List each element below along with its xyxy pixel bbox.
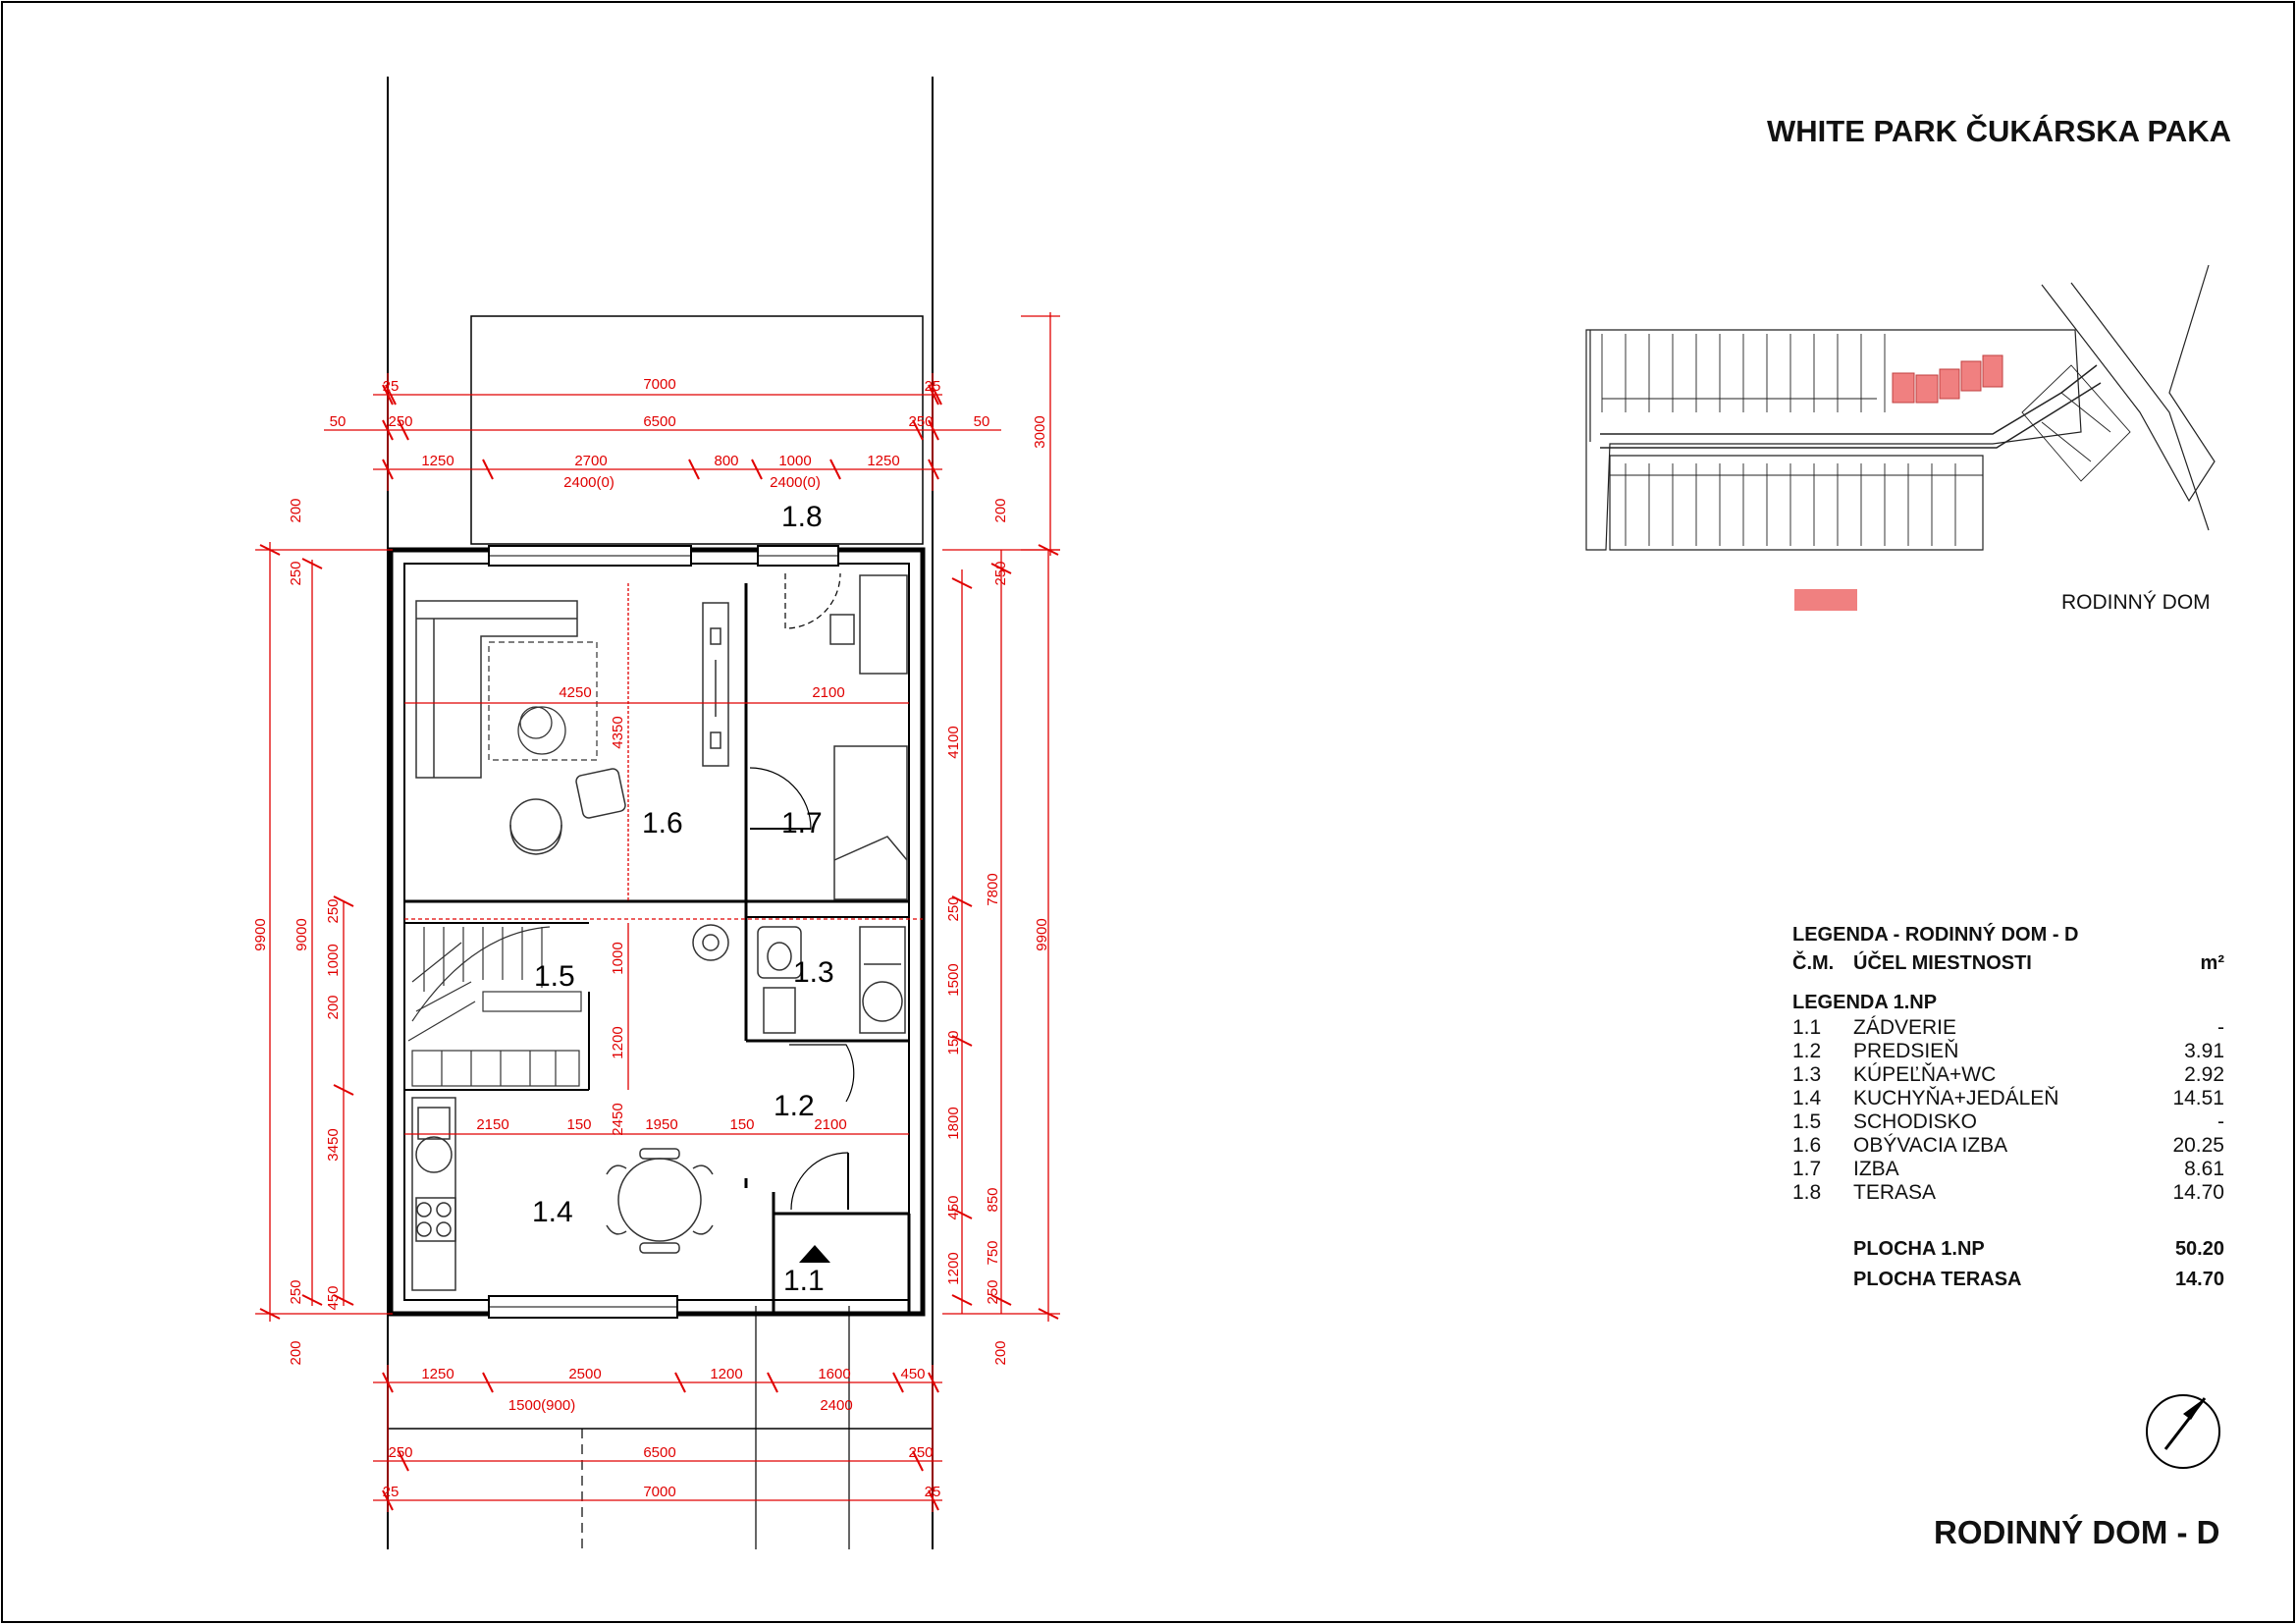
dim-left-200-mid: 200 (325, 995, 342, 1020)
dim-left-200-bot: 200 (288, 1340, 304, 1366)
room-label-1.4: 1.4 (532, 1196, 573, 1228)
dim-bot-7000: 7000 (643, 1484, 676, 1500)
room-label-1.7: 1.7 (781, 807, 823, 839)
site-highlight-houses (1893, 355, 2002, 403)
legend-total-terrace (1792, 1265, 2224, 1295)
site-plan (1586, 265, 2215, 550)
dim-top-1250-right: 1250 (867, 453, 900, 469)
dim-top-2700: 2700 (574, 453, 608, 469)
site-legend-swatch (1794, 589, 1857, 611)
legend-cell-area: 2.92 (2184, 1063, 2224, 1086)
site-legend-label: RODINNÝ DOM (2061, 591, 2211, 614)
dim-top-inner: 6500 (643, 413, 676, 430)
dim-right-4100: 4100 (945, 726, 962, 759)
dim-right-850: 850 (985, 1187, 1001, 1213)
dim-left-200-top: 200 (288, 498, 304, 523)
legend-row (1792, 1040, 2224, 1063)
dim-left-250-bot: 250 (288, 1279, 304, 1305)
rug (489, 642, 597, 760)
dim-top-25-left: 25 (382, 378, 400, 395)
dim-in-150-b: 150 (729, 1116, 755, 1133)
dim-left-9900: 9900 (252, 918, 269, 951)
dim-in-2150: 2150 (476, 1116, 509, 1133)
dim-bot-250-left: 250 (388, 1444, 413, 1461)
legend-row (1792, 1016, 2224, 1040)
dim-right-250-bot: 250 (985, 1279, 1001, 1305)
legend-cell-name: OBÝVACIA IZBA (1853, 1134, 2008, 1157)
dim-in-4250: 4250 (559, 684, 592, 701)
dim-top-25-right: 25 (924, 378, 941, 395)
staircase (408, 927, 581, 1086)
dim-bot-25-right: 25 (924, 1484, 941, 1500)
door-vestibule (791, 1153, 848, 1210)
dim-top-250-left: 250 (388, 413, 413, 430)
site-road-1 (1600, 365, 2097, 434)
dim-top-1000: 1000 (778, 453, 812, 469)
exterior-wall (391, 550, 923, 1314)
legend-cell-area: - (2217, 1016, 2224, 1039)
dim-in-1000: 1000 (610, 942, 626, 975)
site-road-east-2 (2071, 283, 2209, 530)
dim-bot-6500: 6500 (643, 1444, 676, 1461)
legend-row (1792, 1181, 2224, 1205)
dim-in-2450: 2450 (610, 1103, 626, 1136)
legend-row (1792, 1158, 2224, 1181)
sheet-border (2, 2, 2294, 1622)
dim-bot-250-right: 250 (908, 1444, 934, 1461)
dim-in-4350: 4350 (610, 716, 626, 749)
dim-right-3000: 3000 (1032, 415, 1048, 449)
legend-cell-no: 1.6 (1792, 1134, 1822, 1157)
coffee-table (518, 707, 565, 754)
dim-bot-1500-900: 1500(900) (507, 1397, 576, 1414)
legend-cell-name: KÚPEĽŇA+WC (1853, 1063, 1997, 1086)
flue (693, 925, 728, 960)
entry-arrow-icon (799, 1245, 830, 1263)
dim-left-9000: 9000 (294, 918, 310, 951)
legend-cell-no: 1.2 (1792, 1040, 1822, 1062)
armchair-2 (510, 799, 561, 854)
dim-left-250-mid: 250 (325, 898, 342, 924)
dining-table (607, 1149, 713, 1253)
legend-row (1792, 1134, 2224, 1158)
dim-right-450: 450 (945, 1195, 962, 1220)
legend-cell-name: TERASA (1853, 1181, 1937, 1204)
project-title: WHITE PARK ČUKÁRSKA PAKA (1767, 114, 2232, 148)
dimension-lines (255, 312, 1060, 1512)
dim-bot-1200: 1200 (710, 1366, 743, 1382)
legend-total-terrace-label: PLOCHA TERASA (1853, 1269, 2022, 1290)
legend-title: LEGENDA - RODINNÝ DOM - D (1792, 924, 2079, 946)
room-label-1.1: 1.1 (783, 1265, 825, 1297)
room-label-1.6: 1.6 (642, 807, 683, 839)
dim-bot-2500: 2500 (568, 1366, 602, 1382)
dim-top-50-right: 50 (973, 413, 990, 430)
dim-window-2400-a: 2400(0) (563, 474, 614, 491)
legend-cell-area: 14.51 (2172, 1087, 2224, 1110)
room-label-1.2: 1.2 (774, 1090, 815, 1122)
north-arrow-icon (2147, 1395, 2219, 1468)
dim-left-3450: 3450 (325, 1128, 342, 1162)
legend-cell-name: KUCHYŇA+JEDÁLEŇ (1853, 1087, 2059, 1110)
exterior-wall-inner (404, 564, 909, 1300)
legend-cell-no: 1.7 (1792, 1158, 1822, 1180)
dim-in-150-a: 150 (566, 1116, 592, 1133)
legend-cell-no: 1.4 (1792, 1087, 1822, 1110)
dim-top-800: 800 (714, 453, 739, 469)
legend-cell-no: 1.8 (1792, 1181, 1822, 1204)
legend-total-floor (1792, 1234, 2224, 1265)
legend-row (1792, 1063, 2224, 1087)
dim-right-150: 150 (945, 1030, 962, 1056)
dim-top-overall: 7000 (643, 376, 676, 393)
dim-bot-2400: 2400 (820, 1397, 853, 1414)
legend-cell-area: - (2217, 1110, 2224, 1133)
legend-floor-label: LEGENDA 1.NP (1792, 992, 1938, 1013)
armchair-1 (575, 768, 626, 819)
dim-in-1200: 1200 (610, 1026, 626, 1059)
legend-rows (1792, 1016, 2224, 1205)
sheet-title: RODINNÝ DOM - D (1934, 1514, 2220, 1550)
site-road-2 (1600, 383, 2101, 448)
room-legend (1792, 921, 2224, 1295)
dim-right-7800: 7800 (985, 873, 1001, 906)
legend-columns (1792, 948, 2224, 979)
dim-window-2400-b: 2400(0) (770, 474, 821, 491)
legend-cell-area: 20.25 (2172, 1134, 2224, 1157)
room-label-1.8: 1.8 (781, 501, 823, 533)
tv-unit (703, 603, 728, 766)
dim-right-9900: 9900 (1034, 918, 1050, 951)
site-plot-outline (1586, 330, 2081, 550)
dim-in-2100-a: 2100 (812, 684, 845, 701)
dim-bot-1600: 1600 (818, 1366, 851, 1382)
legend-cell-name: SCHODISKO (1853, 1110, 1978, 1133)
legend-col-area: m² (2200, 952, 2224, 974)
dim-right-1800: 1800 (945, 1107, 962, 1140)
legend-cell-no: 1.1 (1792, 1016, 1822, 1039)
dim-left-250-top: 250 (288, 561, 304, 586)
dim-right-1200: 1200 (945, 1252, 962, 1285)
dim-right-250-mid: 250 (945, 896, 962, 922)
legend-cell-name: ZÁDVERIE (1853, 1016, 1957, 1039)
dim-bot-1250: 1250 (421, 1366, 454, 1382)
room-label-1.5: 1.5 (534, 960, 575, 993)
legend-cell-area: 14.70 (2172, 1181, 2224, 1204)
kitchen-counter (412, 1098, 455, 1290)
legend-row (1792, 1087, 2224, 1110)
dim-bot-450: 450 (900, 1366, 926, 1382)
desk (830, 575, 907, 674)
dim-left-1000: 1000 (325, 944, 342, 977)
bed (834, 746, 907, 899)
dim-in-2100-b: 2100 (814, 1116, 847, 1133)
dim-top-250-right: 250 (908, 413, 934, 430)
legend-cell-no: 1.5 (1792, 1110, 1822, 1133)
dim-top-1250-left: 1250 (421, 453, 454, 469)
legend-col-no: Č.M. (1792, 952, 1835, 974)
dim-right-200-top: 200 (992, 498, 1009, 523)
dim-bot-25-left: 25 (382, 1484, 400, 1500)
dim-top-50-left: 50 (329, 413, 347, 430)
door-room-terrace (785, 573, 840, 628)
dim-right-750: 750 (985, 1240, 1001, 1266)
legend-cell-name: PREDSIEŇ (1853, 1040, 1959, 1062)
legend-total-floor-value: 50.20 (2174, 1238, 2224, 1260)
site-block-south (1610, 456, 1983, 550)
dim-left-450: 450 (325, 1285, 342, 1311)
legend-cell-area: 3.91 (2184, 1040, 2224, 1062)
legend-row (1792, 1110, 2224, 1134)
dim-in-1950: 1950 (645, 1116, 678, 1133)
dim-right-200-bot: 200 (992, 1340, 1009, 1366)
legend-cell-area: 8.61 (2184, 1158, 2224, 1180)
legend-cell-no: 1.3 (1792, 1063, 1822, 1086)
legend-total-floor-label: PLOCHA 1.NP (1853, 1238, 1985, 1260)
dim-right-1500: 1500 (945, 963, 962, 997)
room-label-1.3: 1.3 (793, 956, 834, 989)
legend-col-use: ÚČEL MIESTNOSTI (1853, 952, 2032, 974)
legend-cell-name: IZBA (1853, 1158, 1899, 1180)
dim-right-250-top: 250 (992, 561, 1009, 586)
legend-total-terrace-value: 14.70 (2174, 1269, 2224, 1290)
